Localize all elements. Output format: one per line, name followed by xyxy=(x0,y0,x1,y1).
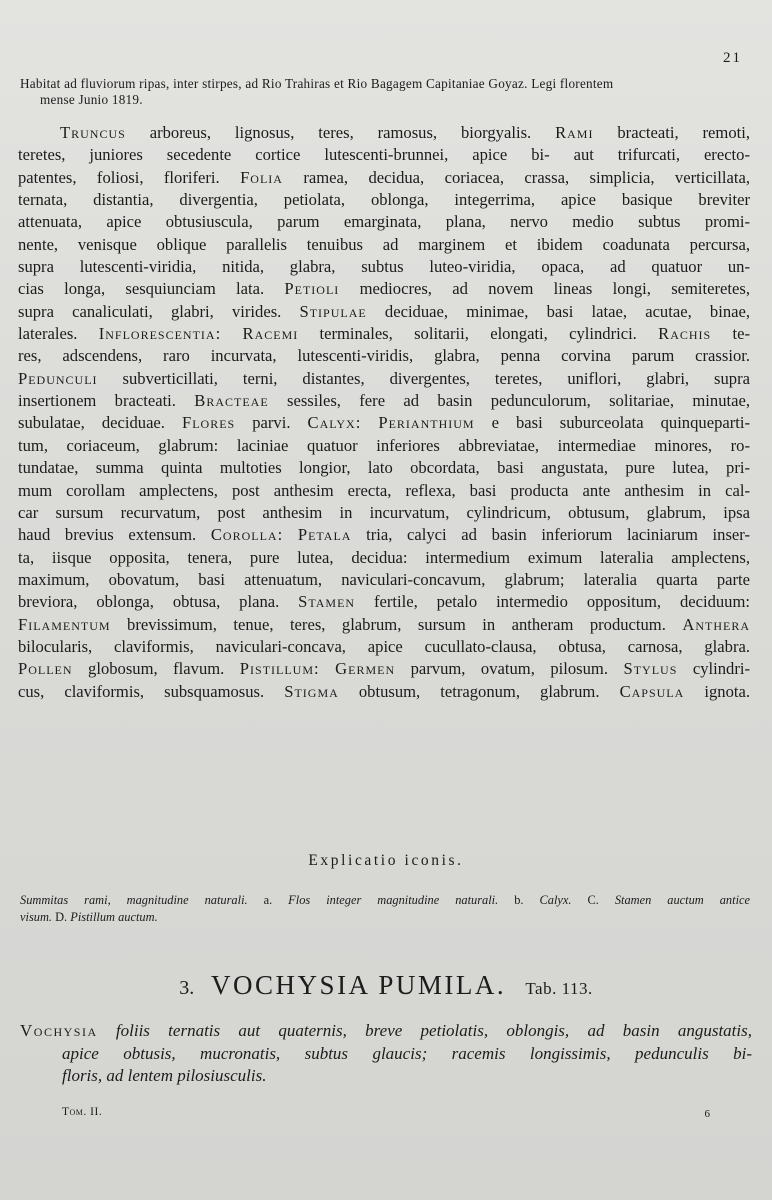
term-label: Anthera xyxy=(682,614,750,634)
volume-label: Tom. II. xyxy=(62,1106,103,1118)
text-run: foliis ternatis aut quaternis, breve petiolatis, oblongis, ad basin angustatis, xyxy=(97,1021,752,1040)
text-run: deciduae, minimae, basi latae, acutae, binae, xyxy=(366,301,750,321)
text-run: parvum, ovatum, pilosum. xyxy=(395,659,624,679)
figure-letter: b. xyxy=(514,893,524,907)
page-number: 21 xyxy=(723,50,742,66)
text-run: insertionem bracteati. xyxy=(18,391,195,411)
term-label: Folia xyxy=(240,167,283,187)
term-label: Truncus xyxy=(60,123,126,142)
text-run: Summitas rami, magnitudine naturali. xyxy=(20,893,264,907)
text-run: attenuata, apice obtusiuscula, parum emarginata, plana, nervo medio subtus promi- xyxy=(18,212,750,232)
explicatio-heading: Explicatio iconis. xyxy=(308,852,464,869)
text-run: Flos integer magnitudine naturali. xyxy=(272,893,515,907)
text-run: laterales. xyxy=(18,324,99,344)
term-label: Flores xyxy=(181,413,236,433)
text-run xyxy=(283,525,298,544)
diagnosis-line xyxy=(20,1065,752,1088)
description-line xyxy=(18,547,750,569)
figure-letter: D. xyxy=(55,910,68,924)
text-run: obtusum, tetragonum, glabrum. xyxy=(338,681,620,701)
species-description xyxy=(18,122,750,703)
text-run: globosum, flavum. xyxy=(72,659,240,679)
figure-letter: a. xyxy=(263,893,273,907)
description-line xyxy=(18,211,750,233)
description-line xyxy=(18,368,750,390)
text-run: tum, coriaceum, glabrum: laciniae quatuor inferiores abbreviatae, intermediae minores, ro- xyxy=(18,435,750,455)
text-run: mum corollam amplectens, post anthesim erecta, reflexa, basi producta ante anthesim in cal- xyxy=(18,480,750,500)
term-label: Petala xyxy=(297,525,352,545)
description-line xyxy=(18,301,750,323)
text-run: sessiles, fere ad basin pedunculorum, solitariae, minutae, xyxy=(268,391,750,411)
diagnosis-line xyxy=(20,1020,752,1043)
text-run: e basi suburceolata quinqueparti- xyxy=(474,413,750,433)
text-run: fertile, petalo intermedio oppositum, deciduum: xyxy=(355,592,750,612)
text-run: haud brevius extensum. xyxy=(18,525,211,545)
text-run: Stamen auctum antice xyxy=(598,893,751,907)
habitat-line-1: Habitat ad fluviorum ripas, inter stirpes, ad Rio Trahiras et Rio Bagagem Capitaniae Goyaz. Legi florentem xyxy=(20,76,614,91)
description-line xyxy=(18,144,750,166)
text-run xyxy=(361,413,378,432)
description-line xyxy=(18,480,750,502)
text-run: Pistillum auctum. xyxy=(67,910,158,924)
text-run: Calyx. xyxy=(523,893,588,907)
text-run: bracteati, remoti, xyxy=(593,123,750,142)
term-label: Pistillum: xyxy=(239,659,320,679)
text-run: floris, ad lentem pilosiusculis. xyxy=(62,1066,267,1085)
description-line xyxy=(18,591,750,613)
description-line xyxy=(18,278,750,300)
description-line xyxy=(18,614,750,636)
text-run: cus, claviformis, subsquamosus. xyxy=(18,681,285,701)
description-line xyxy=(18,390,750,412)
figure-letter: C. xyxy=(587,893,599,907)
text-run: brevissimum, tenue, teres, glabrum, sursum in antheram productum. xyxy=(110,614,683,634)
description-line xyxy=(18,524,750,546)
term-label: Perianthium xyxy=(378,413,475,433)
text-run: supra canaliculati, glabri, virides. xyxy=(18,301,300,321)
description-line xyxy=(18,345,750,367)
text-run: bilocularis, claviformis, naviculari-concava, apice cucullato-clausa, obtusa, carnosa, glabra. xyxy=(18,636,750,656)
description-line xyxy=(18,569,750,591)
text-run: cylindri- xyxy=(677,659,751,679)
term-label: Capsula xyxy=(619,681,685,701)
term-label: Racemi xyxy=(242,324,299,344)
term-label: Petioli xyxy=(284,279,340,299)
plate-reference: Tab. 113. xyxy=(525,979,593,998)
term-label: Pedunculi xyxy=(18,368,98,388)
description-line xyxy=(18,189,750,211)
term-label: Pollen xyxy=(18,659,73,679)
text-run xyxy=(320,659,336,678)
term-label: Rachis xyxy=(658,324,712,344)
description-line xyxy=(18,457,750,479)
description-line xyxy=(18,502,750,524)
description-line xyxy=(18,658,750,680)
signature-mark: 6 xyxy=(704,1108,710,1120)
text-run: tundatae, summa quinta multoties longior, lato obcordata, basi angustata, pure lutea, pri- xyxy=(18,458,750,478)
text-run: tria, calyci ad basin inferiorum laciniarum inser- xyxy=(351,525,751,545)
diagnosis-line xyxy=(20,1043,752,1066)
description-line xyxy=(18,234,750,256)
text-run: ramea, decidua, coriacea, crassa, simplicia, verticillata, xyxy=(282,167,751,187)
text-run: te- xyxy=(711,324,750,344)
text-run: apice obtusis, mucronatis, subtus glaucis; racemis longissimis, pedunculis bi- xyxy=(62,1043,752,1063)
text-run: cias longa, sesquiunciam lata. xyxy=(18,279,285,299)
term-label: Stamen xyxy=(298,592,356,612)
species-number: 3. xyxy=(179,977,195,999)
term-label: Stigma xyxy=(284,681,339,701)
term-label: Stipulae xyxy=(299,301,367,321)
explicatio-line xyxy=(20,892,750,909)
text-run: ta, iisque opposita, tenera, pure lutea, decidua: intermedium eximum lateralia amplectens, xyxy=(18,547,750,567)
description-line xyxy=(18,256,750,278)
text-run: teretes, juniores secedente cortice lutescenti-brunnei, apice bi- aut trifurcati, erecto- xyxy=(18,145,750,165)
text-run: subulatae, deciduae. xyxy=(18,413,182,433)
text-run: ternata, distantia, divergentia, petiolata, oblonga, integerrima, apice basique breviter xyxy=(18,190,750,210)
genus-name: Vochysia xyxy=(20,1021,98,1040)
description-line xyxy=(18,167,750,189)
term-label: Filamentum xyxy=(18,614,111,634)
species-heading xyxy=(0,970,772,1001)
text-run: maximum, obovatum, basi attenuatum, naviculari-concavum, glabrum; lateralia quarta parte xyxy=(18,569,750,589)
description-line xyxy=(18,636,750,658)
text-run: patentes, foliosi, floriferi. xyxy=(18,167,241,187)
description-line xyxy=(18,412,750,434)
text-run: terminales, solitarii, elongati, cylindrici. xyxy=(298,324,659,344)
text-run: visum. xyxy=(20,910,56,924)
text-run xyxy=(221,324,242,343)
text-run: breviora, oblonga, obtusa, plana. xyxy=(18,592,299,612)
text-run: parvi. xyxy=(235,413,308,433)
text-run: car sursum recurvatum, post anthesim in incurvatum, cylindricum, obtusum, glabrum, ipsa xyxy=(18,502,750,522)
term-label: Calyx: xyxy=(307,413,362,433)
term-label: Rami xyxy=(555,123,594,142)
text-run: nente, venisque oblique parallelis tenuibus ad marginem et ibidem coadunata percursa, xyxy=(18,234,750,254)
term-label: Bracteae xyxy=(194,391,269,411)
text-run: ignota. xyxy=(684,681,751,701)
explicatio-text xyxy=(20,892,750,926)
description-line xyxy=(18,323,750,345)
term-label: Corolla: xyxy=(210,525,284,545)
text-run: supra lutescenti-viridia, nitida, glabra, subtus luteo-viridia, opaca, ad quatuor un- xyxy=(18,257,750,277)
description-line xyxy=(18,122,750,144)
explicatio-line xyxy=(20,909,750,926)
text-run: mediocres, ad novem lineas longi, semiteretes, xyxy=(339,279,750,299)
text-run: res, adscendens, raro incurvata, lutescenti-viridis, glabra, penna corvina parum crassior. xyxy=(18,346,750,366)
species-diagnosis xyxy=(20,1020,752,1088)
description-line xyxy=(18,435,750,457)
text-run: arboreus, lignosus, teres, ramosus, biorgyalis. xyxy=(125,123,556,142)
term-label: Germen xyxy=(335,659,396,679)
description-line xyxy=(18,681,750,703)
term-label: Inflorescentia: xyxy=(98,324,222,344)
habitat-note xyxy=(20,76,750,108)
text-run: subverticillati, terni, distantes, divergentes, teretes, uniflori, glabri, supra xyxy=(97,368,750,388)
species-name: VOCHYSIA PUMILA. xyxy=(211,970,507,1000)
term-label: Stylus xyxy=(623,659,678,679)
habitat-line-2: mense Junio 1819. xyxy=(40,92,143,107)
